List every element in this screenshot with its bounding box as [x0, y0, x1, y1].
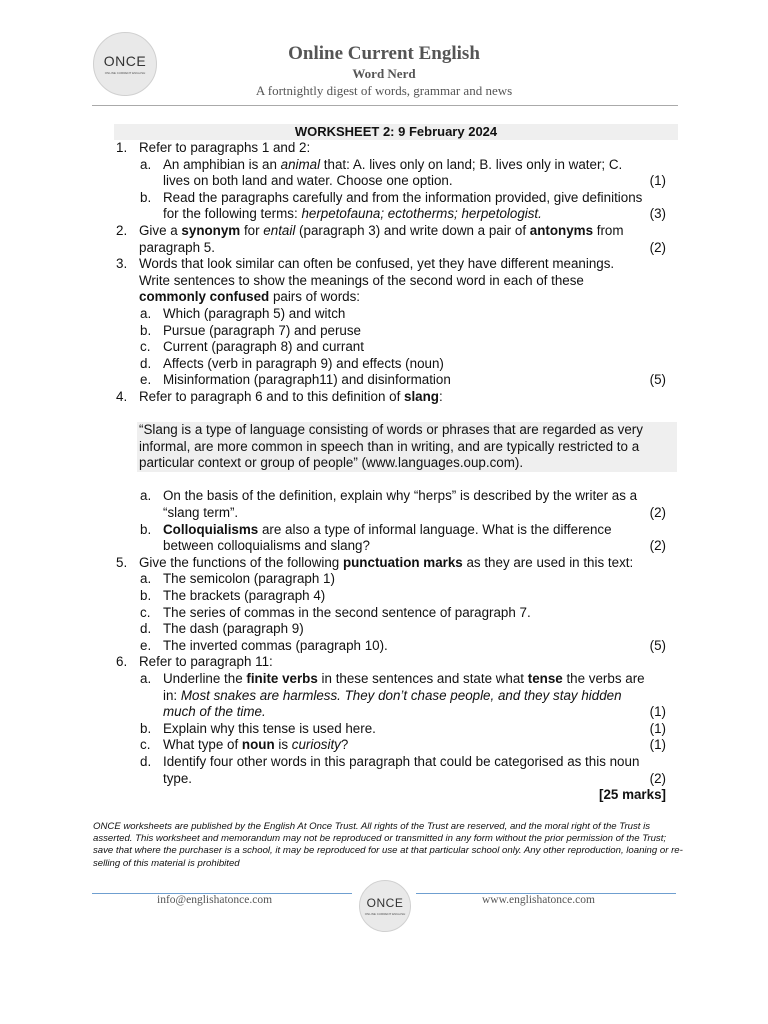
question-6d: d. Identify four other words in this paragraph that could be categorised as this noun [140, 753, 640, 769]
mark-allocation: (2) [649, 239, 666, 255]
worksheet-questions: 1. Refer to paragraphs 1 and 2: a. An amphibian is an animal that: A. lives only on land; B. lives only in water; C. lives on both land and water. Choose one option. (1) b. Read the paragraphs carefully and from the information provided, give definitions for the following terms: herpetofauna; ectotherms; herpetologist. (3) 2. Give a synonym for entail (paragraph 3) and write down a pair of antonyms from paragraph 5. (2) 3. Words that look similar can often be confused, yet they have different meanings. Write sentences to show the meanings of the second word in each of these commonly confused pairs of words: a. Which (paragraph 5) and witch b. Pursue (paragraph 7) and peruse c. Current (paragraph 8) and currant d. Affects (verb in paragraph 9) and effects (noun) e. Misinformation (paragraph11) and disinformation (5) 4. Refer to paragraph 6 and to this definition of slang: “Slang is a type of language consisting of words or phrases that are regarded as very informal, are more common in speech than in writing, and are typically restricted to a particular context or group of people” (www.languages.oup.com). a. On the basis of the definition, explain why “herps” is described by the writer as a “slang term”. (2) b. Colloquialisms are also a type of informal language. What is the difference between colloquialisms and slang? (2) 5. Give the functions of the following punctuation marks as they are used in this text: a. The semicolon (paragraph 1) b. The brackets (paragraph 4) c. The series of commas in the second sentence of paragraph 7. d. The dash (paragraph 9) e. The inverted commas (paragraph 10). (5) 6. Refer to paragraph 11: a. Underline the finite verbs in these sentences and state what tense the verbs are in: Most snakes are harmless. They don’t chase people, and they stay hidden much of the time. (1) b. Explain why this tense is used here. (1) c. What type of noun is curiosity? (1) d. Identify four other words in this paragraph that could be categorised as this noun type. (2) [25 marks] [0, 140, 768, 804]
once-logo [93, 32, 157, 96]
list-item: e. The inverted commas (paragraph 10). (5) [140, 637, 666, 653]
mark-allocation: (1) [649, 720, 666, 736]
logo-word: ONCE [103, 52, 147, 69]
publication-title: Online Current English [288, 43, 480, 64]
list-item: a. The semicolon (paragraph 1) [140, 571, 335, 587]
list-item: e. Misinformation (paragraph11) and disinformation (5) [140, 372, 666, 388]
question-6b: b. Explain why this tense is used here. (1) [140, 720, 666, 736]
mark-allocation: (1) [649, 737, 666, 753]
list-item: d. Affects (verb in paragraph 9) and effects (noun) [140, 355, 444, 371]
once-logo-footer [359, 880, 411, 932]
website-link[interactable]: www.englishatonce.com [482, 894, 595, 906]
copyright-notice: ONCE worksheets are published by the English At Once Trust. All rights of the Trust are reserved, and the moral right of the Trust is asserted. This worksheet and memorandum may not be reproduced or transmitted in any form without the prior permission of the Trust; save that where the purchaser is a school, it may be reproduced for use at that particular school only. Any other reproduction, loaning or re-selling of this material is prohibited [93, 821, 683, 869]
list-item: d. The dash (paragraph 9) [140, 621, 304, 637]
mark-allocation: (1) [649, 704, 666, 720]
mark-allocation: (2) [649, 770, 666, 786]
question-5: 5. Give the functions of the following punctuation marks as they are used in this text: [116, 554, 634, 570]
question-4a: a. On the basis of the definition, explain why “herps” is described by the writer as a [140, 488, 638, 504]
header-divider [92, 105, 678, 106]
slang-definition-quote: “Slang is a type of language consisting of words or phrases that are regarded as very informal, are more common in speech than in writing, and are typically restricted to a particular context or group of people” (www.languages.oup.com). [137, 422, 677, 472]
publication-tagline: A fortnightly digest of words, grammar and news [255, 83, 513, 98]
list-item: c. The series of commas in the second sentence of paragraph 7. [140, 604, 531, 620]
question-3: 3. Words that look similar can often be confused, yet they have different meanings. [116, 256, 615, 272]
question-4: 4. Refer to paragraph 6 and to this definition of slang: [116, 388, 443, 404]
question-6: 6. Refer to paragraph 11: [116, 654, 273, 670]
total-marks: [25 marks] [599, 787, 666, 803]
mark-allocation: (3) [649, 206, 666, 222]
logo-small-text: ONLINE CURRENT ENGLISH [104, 70, 146, 75]
worksheet-title: WORKSHEET 2: 9 February 2024 [114, 124, 678, 140]
page-header [180, 42, 588, 100]
list-item: b. The brackets (paragraph 4) [140, 588, 326, 604]
publication-subtitle: Word Nerd [352, 66, 416, 81]
question-4b: b. Colloquialisms are also a type of informal language. What is the difference [140, 521, 612, 537]
question-6c: c. What type of noun is curiosity? (1) [140, 737, 666, 753]
mark-allocation: (5) [649, 372, 666, 388]
question-6a: a. Underline the finite verbs in these sentences and state what tense the verbs are [140, 671, 645, 686]
question-2: 2. Give a synonym for entail (paragraph 3) and write down a pair of antonyms from [116, 222, 624, 238]
mark-allocation: (1) [649, 173, 666, 189]
mark-allocation: (5) [649, 637, 666, 653]
list-item: c. Current (paragraph 8) and currant [140, 339, 364, 355]
contact-email[interactable]: info@englishatonce.com [157, 894, 273, 906]
question-1: 1. Refer to paragraphs 1 and 2: [116, 140, 311, 155]
mark-allocation: (2) [649, 505, 666, 521]
mark-allocation: (2) [649, 538, 666, 554]
list-item: b. Pursue (paragraph 7) and peruse [140, 322, 362, 338]
list-item: a. Which (paragraph 5) and witch [140, 305, 346, 321]
logo-word: ONCE [366, 895, 404, 910]
logo-small-text: ONLINE CURRENT ENGLISH [364, 911, 406, 916]
question-1b: b. Read the paragraphs carefully and from the information provided, give definitions [140, 189, 643, 205]
question-1a: a. An amphibian is an animal that: A. lives only on land; B. lives only in water; C. [140, 156, 623, 172]
